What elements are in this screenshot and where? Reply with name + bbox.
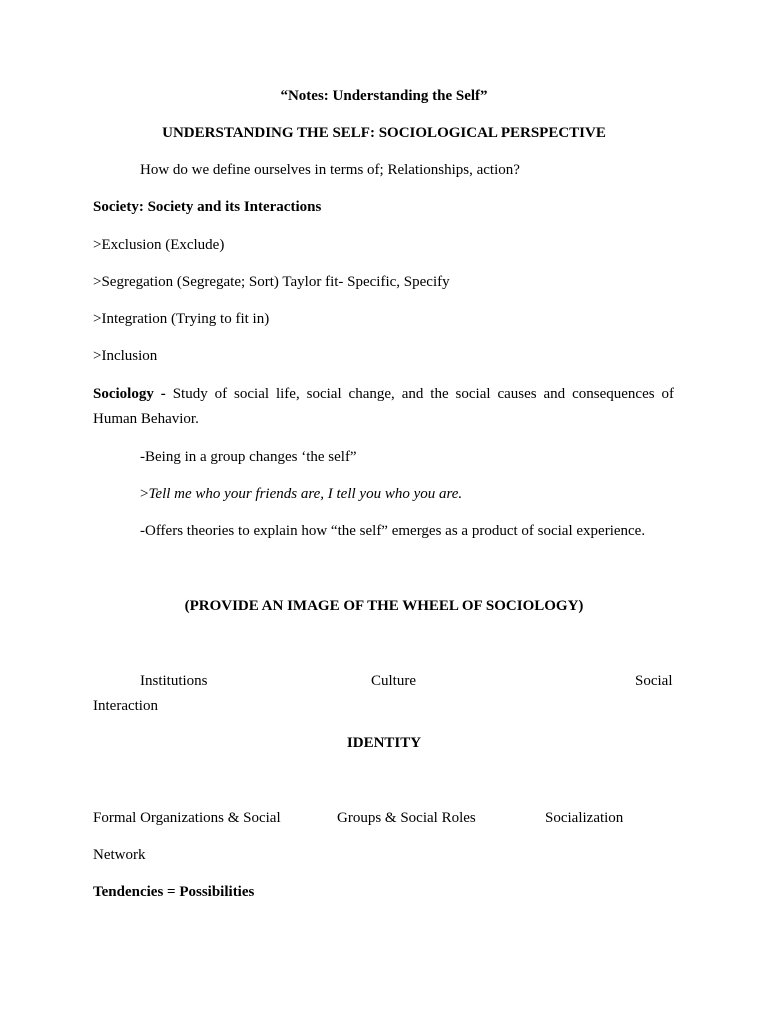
wheel-social: Social [635,673,673,689]
list-item-segregation: >Segregation (Segregate; Sort) Taylor fit- Specific, Specify [93,274,450,290]
note-quote [140,485,462,503]
list-item-inclusion: >Inclusion [93,348,158,364]
tendencies-heading: Tendencies = Possibilities [93,884,255,900]
wheel-institutions: Institutions [140,673,208,689]
quote-prefix: > [140,486,149,502]
wheel-identity: IDENTITY [346,735,422,751]
note-theories: -Offers theories to explain how “the self” emerges as a product of social experience. [140,523,646,539]
wheel-socialization: Socialization [545,810,624,826]
document-title: “Notes: Understanding the Self” [280,88,488,104]
wheel-formal-organizations: Formal Organizations & Social [93,810,281,826]
society-heading: Society: Society and its Interactions [93,199,322,215]
quote-text: Tell me who your friends are, I tell you who you are. [148,486,463,502]
section-heading: UNDERSTANDING THE SELF: SOCIOLOGICAL PERSPECTIVE [162,125,606,141]
wheel-groups-roles: Groups & Social Roles [337,810,476,826]
intro-question: How do we define ourselves in terms of; Relationships, action? [140,162,520,178]
sociology-term: Sociology - [93,386,166,402]
wheel-interaction: Interaction [93,698,158,714]
note-group: -Being in a group changes ‘the self” [140,449,357,465]
sociology-definition [93,385,674,403]
list-item-integration: >Integration (Trying to fit in) [93,311,270,327]
sociology-definition-continued: Human Behavior. [93,411,199,427]
wheel-instruction: (PROVIDE AN IMAGE OF THE WHEEL OF SOCIOLOGY) [184,598,584,614]
sociology-definition-text: Study of social life, social change, and the social causes and consequences of [172,386,674,402]
wheel-network: Network [93,847,146,863]
wheel-culture: Culture [371,673,416,689]
list-item-exclusion: >Exclusion (Exclude) [93,237,225,253]
